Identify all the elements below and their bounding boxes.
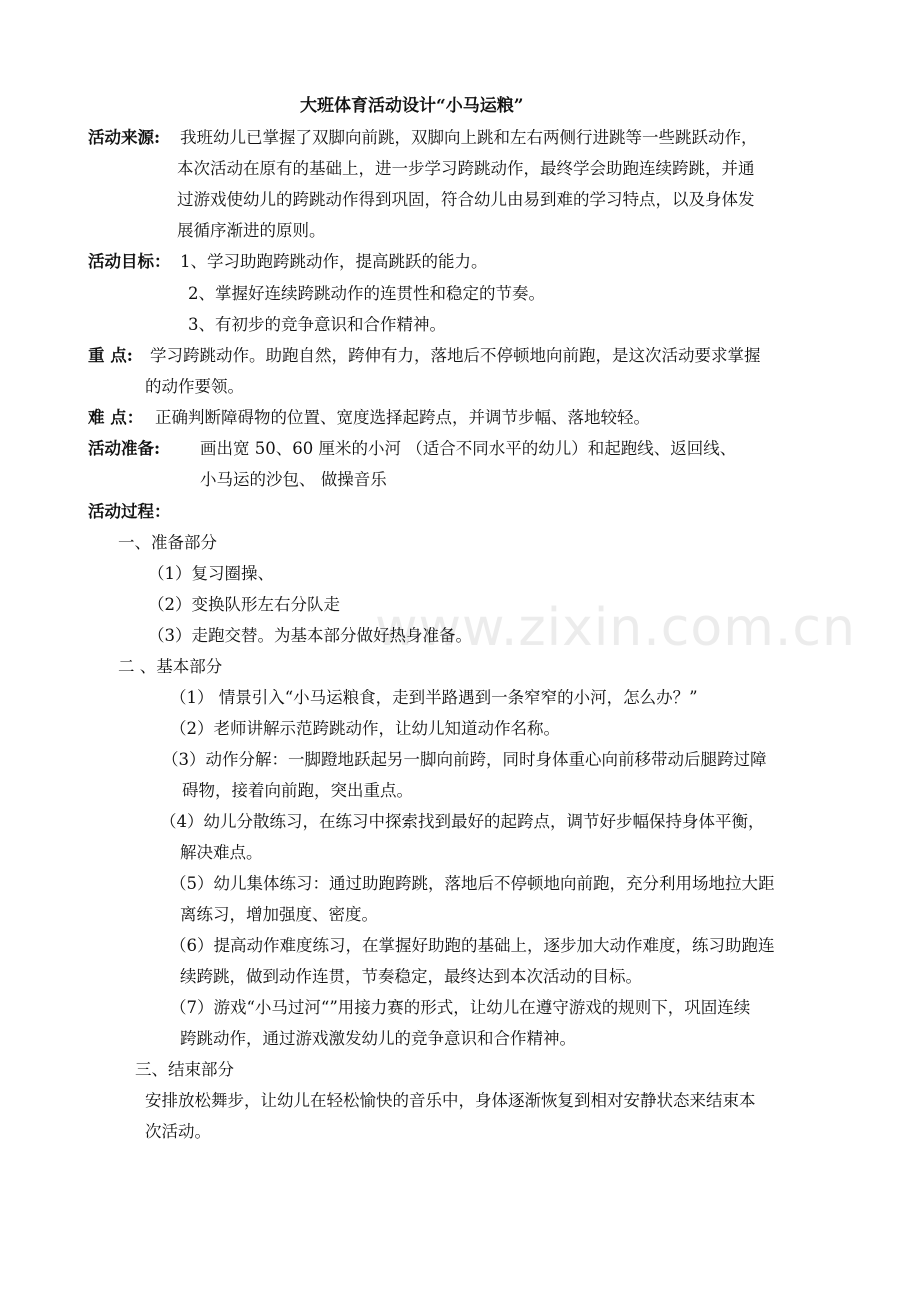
part2-item-4-line-1: （4）幼儿分散练习，在练习中探索找到最好的起跨点，调节好步幅保持身体平衡，: [160, 812, 765, 831]
preparation-line-2: 小马运的沙包、 做操音乐: [200, 470, 387, 489]
part3-line-1: 安排放松舞步，让幼儿在轻松愉快的音乐中，身体逐渐恢复到相对安静状态来结束本: [145, 1091, 756, 1110]
part3-line-2: 次活动。: [145, 1122, 211, 1141]
process-label: 活动过程：: [88, 502, 171, 521]
source-label: 活动来源:: [88, 128, 161, 147]
part3-heading: 三、结束部分: [135, 1060, 234, 1079]
part2-item-6-line-2: 续跨跳，做到动作连贯，节奏稳定，最终达到本次活动的目标。: [180, 967, 642, 986]
part1-heading: 一、准备部分: [118, 533, 217, 552]
part2-item-6-line-1: （6）提高动作难度练习，在掌握好助跑的基础上，逐步加大动作难度，练习助跑连: [170, 936, 775, 955]
source-line-2: 本次活动在原有的基础上，进一步学习跨跳动作，最终学会助跑连续跨跳，并通: [177, 159, 755, 178]
goal-item-1: 1、学习助跑跨跳动作，提高跳跃的能力。: [180, 252, 488, 271]
source-line-4: 展循序渐进的原则。: [177, 221, 326, 240]
part2-item-5-line-2: 离练习，增加强度、密度。: [180, 905, 378, 924]
part2-item-1: （1） 情景引入“小马运粮食，走到半路遇到一条窄窄的小河，怎么办？”: [170, 688, 698, 707]
part1-item-2: （2）变换队形左右分队走: [148, 595, 340, 614]
part2-item-4-line-2: 解决难点。: [180, 843, 263, 862]
preparation-line-1: 画出宽 50、60 厘米的小河 （适合不同水平的幼儿）和起跑线、返回线、: [200, 439, 737, 458]
key-point-line-1: 学习跨跳动作。助跑自然，跨伸有力，落地后不停顿地向前跑，是这次活动要求掌握: [150, 346, 761, 365]
part1-item-3: （3）走跑交替。为基本部分做好热身准备。: [148, 626, 472, 645]
difficulty-label: 难 点：: [88, 408, 144, 427]
goal-item-2: 2、掌握好连续跨跳动作的连贯性和稳定的节奏。: [188, 284, 545, 303]
document-title: 大班体育活动设计“小马运粮”: [300, 96, 524, 116]
key-point-label: 重 点:: [88, 346, 133, 365]
part2-item-3-line-1: （3）动作分解：一脚蹬地跃起另一脚向前跨，同时身体重心向前移带动后腿跨过障: [162, 750, 767, 769]
part2-item-5-line-1: （5）幼儿集体练习：通过助跑跨跳，落地后不停顿地向前跑，充分利用场地拉大距: [170, 874, 775, 893]
key-point-line-2: 的动作要领。: [145, 377, 244, 396]
watermark-text: www.zixin.com.cn: [375, 598, 856, 658]
source-line-3: 过游戏使幼儿的跨跳动作得到巩固，符合幼儿由易到难的学习特点，以及身体发: [177, 190, 755, 209]
difficulty-text: 正确判断障碍物的位置、宽度选择起跨点，并调节步幅、落地较轻。: [155, 408, 650, 427]
source-line-1: 我班幼儿已掌握了双脚向前跳，双脚向上跳和左右两侧行进跳等一些跳跃动作，: [180, 128, 758, 147]
goal-item-3: 3、有初步的竞争意识和合作精神。: [188, 315, 446, 334]
part2-item-2: （2）老师讲解示范跨跳动作，让幼儿知道动作名称。: [170, 719, 560, 738]
goals-label: 活动目标：: [88, 252, 171, 271]
part1-item-1: （1）复习圈操、: [148, 564, 274, 583]
part2-heading: 二 、基本部分: [118, 657, 223, 676]
part2-item-7-line-2: 跨跳动作，通过游戏激发幼儿的竞争意识和合作精神。: [180, 1029, 576, 1048]
preparation-label: 活动准备:: [88, 439, 161, 458]
part2-item-3-line-2: 碍物，接着向前跑，突出重点。: [182, 781, 413, 800]
part2-item-7-line-1: （7）游戏“小马过河“”用接力赛的形式，让幼儿在遵守游戏的规则下，巩固连续: [170, 998, 751, 1017]
